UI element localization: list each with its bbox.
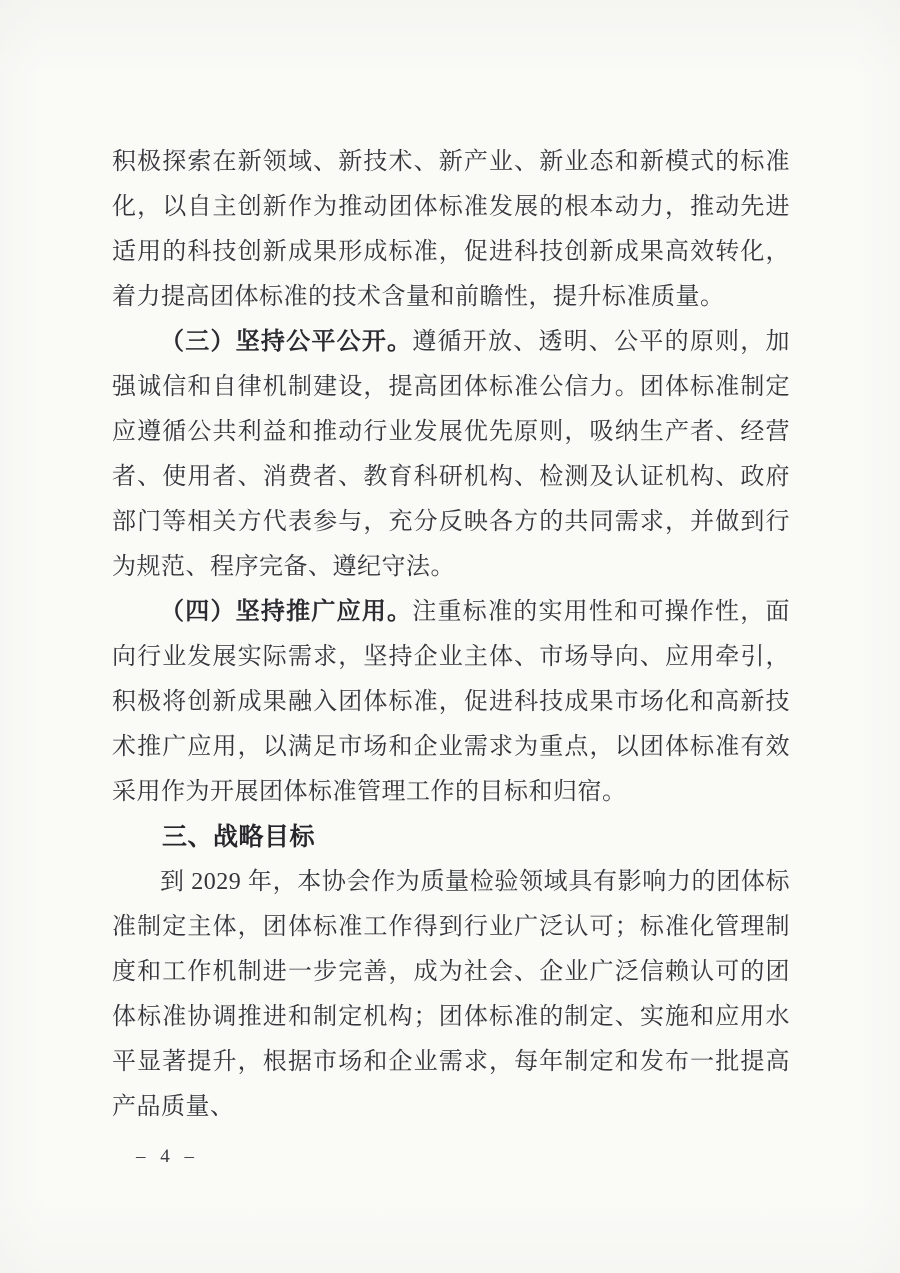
paragraph-principle-3 [112, 320, 790, 590]
section-heading: 三、战略目标 [162, 823, 316, 851]
paragraph-lead: （三）坚持公平公开。 [160, 329, 413, 355]
paragraph-principle-4 [112, 590, 790, 815]
paragraph-text: 积极探索在新领域、新技术、新产业、新业态和新模式的标准化，以自主创新作为推动团体标准发展的根本动力，推动先进适用的科技创新成果形成标准，促进科技创新成果高效转化，着力提高团体标准的技术含量和前瞻性，提升标准质量。 [112, 149, 790, 310]
paragraph-continuation [112, 140, 790, 320]
paragraph-text: 到 2029 年，本协会作为质量检验领域具有影响力的团体标准制定主体，团体标准工作得到行业广泛认可；标准化管理制度和工作机制进一步完善，成为社会、企业广泛信赖认可的团体标准协调推进和制定机构；团体标准的制定、实施和应用水平显著提升，根据市场和企业需求，每年制定和发布一批提高产品质量、 [112, 869, 790, 1120]
text-block [112, 140, 790, 1130]
paragraph-lead: （四）坚持推广应用。 [160, 599, 413, 625]
paragraph-text: 遵循开放、透明、公平的原则，加强诚信和自律机制建设，提高团体标准公信力。团体标准制定应遵循公共利益和推动行业发展优先原则，吸纳生产者、经营者、使用者、消费者、教育科研机构、检测及认证机构、政府部门等相关方代表参与，充分反映各方的共同需求，并做到行为规范、程序完备、遵纪守法。 [112, 329, 791, 580]
paragraph-strategic-goals [112, 860, 790, 1130]
page-number: – 4 – [136, 1146, 199, 1167]
paragraph-text: 注重标准的实用性和可操作性，面向行业发展实际需求，坚持企业主体、市场导向、应用牵引，积极将创新成果融入团体标准，促进科技成果市场化和高新技术推广应用，以满足市场和企业需求为重点，以团体标准有效采用作为开展团体标准管理工作的目标和归宿。 [112, 599, 791, 805]
